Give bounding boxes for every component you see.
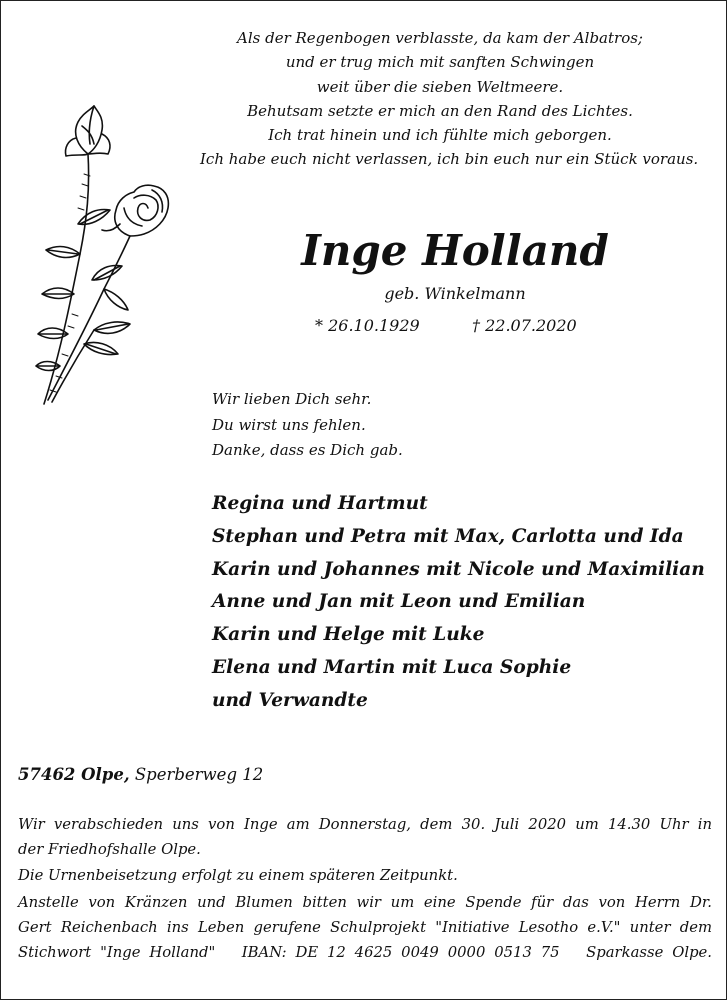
family-line: Regina und Hartmut: [212, 493, 428, 514]
donation-line: Stichwort "Inge Holland" IBAN: DE 12 4625 0049 0000 0513 75 Sparkasse Olpe.: [18, 944, 712, 962]
address-street: Sperberweg 12: [134, 765, 264, 784]
family-line: Karin und Helge mit Luke: [212, 624, 485, 646]
birth-date: * 26.10.1929: [315, 316, 420, 335]
rose-illustration-icon: [32, 104, 192, 410]
family-line: Karin und Johannes mit Nicole und Maximilian: [212, 558, 705, 580]
address: [18, 762, 418, 788]
family-line: Anne und Jan mit Leon und Emilian: [212, 591, 586, 613]
verse-line: Du wirst uns fehlen.: [212, 415, 366, 434]
address-postal-city: 57462 Olpe,: [18, 765, 130, 784]
poem-line: Ich habe euch nicht verlassen, ich bin euch nur ein Stück voraus.: [200, 150, 699, 169]
family-line: Elena und Martin mit Luca Sophie: [212, 656, 572, 678]
poem-line: Als der Regenbogen verblasste, da kam der Albatros;: [237, 29, 643, 47]
service-details: [18, 812, 712, 966]
verse: [212, 387, 512, 464]
donation-line: Anstelle von Kränzen und Blumen bitten wir um eine Spende für das von Herrn Dr.: [18, 893, 712, 911]
family-list: [212, 488, 712, 718]
poem-line: Ich trat hinein und ich fühlte mich geborgen.: [268, 126, 612, 145]
donation-line: Gert Reichenbach ins Leben gerufene Schulprojekt "Initiative Lesotho e.V." unter dem: [18, 919, 712, 937]
farewell-line: Wir verabschieden uns von Inge am Donnerstag, dem 30. Juli 2020 um 14.30 Uhr in: [18, 816, 712, 833]
verse-line: Danke, dass es Dich gab.: [212, 441, 403, 459]
maiden-name: geb. Winkelmann: [384, 284, 526, 303]
death-date: † 22.07.2020: [472, 316, 577, 335]
family-line: Stephan und Petra mit Max, Carlotta und Ida: [212, 525, 684, 547]
deceased-name: Inge Holland: [301, 226, 609, 275]
poem-line: und er trug mich mit sanften Schwingen: [285, 53, 595, 72]
urn-burial-note: Die Urnenbeisetzung erfolgt zu einem späteren Zeitpunkt.: [18, 866, 458, 884]
verse-line: Wir lieben Dich sehr.: [212, 390, 372, 408]
family-line: und Verwandte: [212, 689, 368, 711]
poem: [200, 26, 699, 172]
poem-line: Behutsam setzte er mich an den Rand des Lichtes.: [247, 101, 633, 120]
farewell-line: der Friedhofshalle Olpe.: [18, 841, 201, 859]
poem-line: weit über die sieben Weltmeere.: [316, 77, 564, 96]
